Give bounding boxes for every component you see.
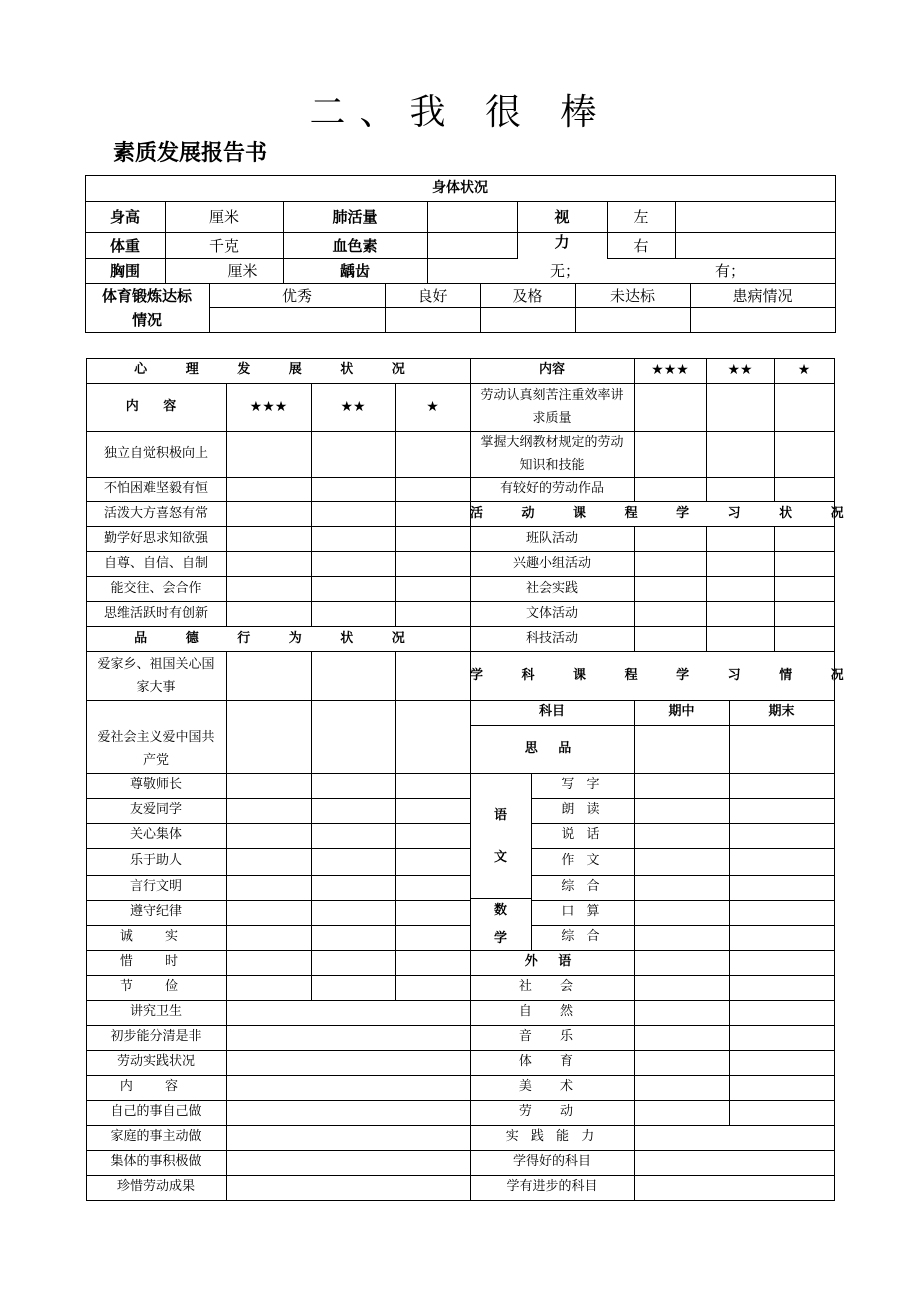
- cell-text: 龋齿: [339, 262, 370, 280]
- grid-line: [85, 283, 836, 284]
- grid-line: [470, 651, 835, 652]
- cell-text: 音 乐: [518, 1029, 586, 1045]
- grid-line: [86, 431, 471, 432]
- cell-text: 综 合: [561, 879, 604, 895]
- cell-text: 社会实践: [525, 581, 578, 597]
- grid-line: [634, 358, 635, 502]
- cell-text: 劳动认真刻苦注重效率讲求质量: [480, 388, 624, 426]
- cell-text: 综 合: [561, 929, 604, 945]
- cell-text: 勤学好思求知欲强: [103, 531, 208, 547]
- grid-line: [470, 1025, 835, 1026]
- grid-line: [86, 1050, 471, 1051]
- grid-line: [86, 823, 471, 824]
- grid-line: [86, 975, 471, 976]
- cell-text: 力: [554, 233, 570, 251]
- grid-line: [470, 1175, 835, 1176]
- grid-line: [470, 1100, 835, 1101]
- cell-text: 内 容: [125, 399, 187, 415]
- grid-line: [311, 383, 312, 627]
- grid-line: [531, 798, 835, 799]
- grid-line: [470, 700, 835, 701]
- grid-line: [86, 1025, 471, 1026]
- grid-line: [85, 201, 836, 202]
- cell-text: 实 践 能 力: [505, 1129, 599, 1145]
- grid-line: [86, 925, 471, 926]
- cell-text: 良好: [417, 287, 448, 305]
- grid-line: [209, 307, 836, 308]
- grid-line: [470, 501, 835, 502]
- grid-line: [531, 900, 835, 901]
- cell-text: 患病情况: [732, 287, 793, 305]
- grid-line: [470, 1150, 835, 1151]
- cell-text: 及格: [512, 287, 543, 305]
- grid-line: [470, 1125, 835, 1126]
- grid-line: [470, 773, 835, 774]
- grid-line: [531, 875, 835, 876]
- grid-line: [470, 1075, 835, 1076]
- cell-text: 友爱同学: [129, 802, 182, 818]
- cell-text: 言行文明: [129, 879, 182, 895]
- cell-text: 珍惜劳动成果: [116, 1179, 195, 1195]
- grid-line: [634, 700, 635, 1201]
- cell-text: 学: [493, 931, 507, 947]
- cell-text: 体育锻炼达标: [101, 287, 192, 305]
- cell-text: 讲究卫生: [129, 1004, 182, 1020]
- grid-line: [531, 848, 835, 849]
- grid-line: [86, 601, 471, 602]
- grid-line: [470, 551, 835, 552]
- cell-text: 班队活动: [525, 531, 578, 547]
- cell-text: 科技活动: [525, 631, 578, 647]
- cell-text: 关心集体: [129, 827, 182, 843]
- grid-line: [86, 950, 471, 951]
- cell-text: 学有进步的科目: [506, 1179, 598, 1195]
- cell-text: 外 语: [524, 954, 580, 970]
- cell-text: 爱社会主义爱中国共产党: [97, 730, 215, 768]
- cell-text: 文体活动: [525, 606, 578, 622]
- cell-text: 社 会: [518, 979, 586, 995]
- grid-line: [774, 358, 775, 502]
- grid-line: [226, 651, 227, 1201]
- grid-line: [395, 651, 396, 1001]
- cell-text: 家庭的事主动做: [110, 1129, 202, 1145]
- section-header: 品 德 行 为 状 况: [134, 631, 422, 647]
- grid-line: [86, 526, 471, 527]
- cell-text: 左: [633, 208, 649, 226]
- grid-line: [470, 898, 532, 899]
- cell-text: 有；: [714, 262, 745, 280]
- section-header: 心 理 发 展 状 况: [134, 362, 422, 378]
- cell-text: 活泼大方喜怒有常: [103, 506, 208, 522]
- grid-line: [86, 383, 471, 384]
- cell-text: 思维活跃时有创新: [103, 606, 208, 622]
- grid-line: [86, 477, 471, 478]
- section-header: 活 动 课 程 学 习 状 况: [470, 506, 861, 522]
- grid-line: [470, 725, 835, 726]
- cell-text: 身高: [109, 208, 140, 226]
- cell-text: 右: [633, 237, 649, 255]
- cell-text: 独立自觉积极向上: [103, 446, 208, 462]
- cell-text: 作 文: [561, 853, 604, 869]
- cell-text: 千克: [208, 237, 239, 255]
- grid-line: [86, 1000, 471, 1001]
- grid-line: [470, 1050, 835, 1051]
- grid-line: [470, 626, 835, 627]
- cell-text: ★: [797, 361, 811, 378]
- cell-text: 劳动实践状况: [116, 1054, 195, 1070]
- grid-line: [729, 700, 730, 1126]
- cell-text: 内 容: [119, 1079, 193, 1095]
- grid-line: [86, 651, 471, 652]
- grid-line: [86, 1150, 471, 1151]
- cell-text: 遵守纪律: [129, 904, 182, 920]
- cell-text: 诚 实: [119, 929, 193, 945]
- cell-text: 血色素: [332, 237, 378, 255]
- cell-text: 美 术: [518, 1079, 586, 1095]
- grid-line: [470, 950, 835, 951]
- grid-line: [226, 383, 227, 627]
- section-header: 学 科 课 程 学 习 情 况: [470, 668, 861, 684]
- cell-text: 未达标: [609, 287, 655, 305]
- grid-line: [531, 925, 835, 926]
- grid-line: [86, 773, 471, 774]
- cell-text: 科目: [538, 704, 565, 720]
- cell-text: ★★: [727, 361, 753, 378]
- grid-line: [86, 1175, 471, 1176]
- grid-line: [86, 700, 471, 701]
- cell-text: 优秀: [281, 287, 312, 305]
- cell-text: 内容: [538, 362, 565, 378]
- cell-text: 情况: [131, 311, 162, 329]
- cell-text: ★★★: [249, 398, 288, 415]
- cell-text: 尊敬师长: [129, 777, 182, 793]
- cell-text: 乐于助人: [129, 853, 182, 869]
- cell-text: 掌握大纲教材规定的劳动知识和技能: [480, 435, 624, 473]
- grid-line: [634, 526, 635, 652]
- grid-line: [86, 1075, 471, 1076]
- cell-text: 自尊、自信、自制: [103, 556, 208, 572]
- report-subtitle: 素质发展报告书: [113, 141, 268, 166]
- cell-text: 朗 读: [561, 802, 604, 818]
- cell-text: 说 话: [561, 827, 604, 843]
- cell-text: 兴趣小组活动: [512, 556, 591, 572]
- grid-line: [531, 823, 835, 824]
- grid-line: [85, 232, 836, 233]
- cell-text: 体重: [109, 237, 140, 255]
- cell-text: 爱家乡、祖国关心国家大事: [97, 657, 215, 695]
- grid-line: [395, 383, 396, 627]
- cell-text: 初步能分清是非: [110, 1029, 202, 1045]
- grid-line: [86, 848, 471, 849]
- cell-text: 集体的事积极做: [110, 1154, 202, 1170]
- cell-text: 期末: [768, 704, 795, 720]
- grid-line: [85, 258, 518, 259]
- cell-text: 写 字: [561, 777, 604, 793]
- cell-text: 厘米: [227, 262, 258, 280]
- cell-text: 厘米: [208, 208, 239, 226]
- cell-text: 自 然: [518, 1004, 586, 1020]
- cell-text: 文: [493, 850, 507, 866]
- grid-line: [86, 501, 471, 502]
- grid-line: [311, 651, 312, 1001]
- cell-text: 视: [554, 208, 570, 226]
- grid-line: [607, 258, 836, 259]
- page-title: 二、我 很 棒: [309, 92, 611, 133]
- cell-text: 惜 时: [119, 954, 193, 970]
- cell-text: 有较好的劳动作品: [499, 481, 604, 497]
- grid-line: [86, 1100, 471, 1101]
- cell-text: 自己的事自己做: [110, 1104, 202, 1120]
- grid-line: [675, 201, 676, 259]
- cell-text: 口 算: [561, 904, 604, 920]
- section-header: 身体状况: [432, 179, 488, 196]
- cell-text: 劳 动: [518, 1104, 586, 1120]
- cell-text: 思 品: [524, 741, 580, 757]
- cell-text: 能交往、会合作: [110, 581, 202, 597]
- grid-line: [427, 201, 428, 284]
- grid-line: [470, 1000, 835, 1001]
- cell-text: ★★★: [651, 361, 689, 378]
- cell-text: 无；: [549, 262, 580, 280]
- cell-text: 期中: [668, 704, 695, 720]
- grid-line: [86, 1125, 471, 1126]
- grid-line: [86, 626, 471, 627]
- grid-line: [706, 526, 707, 652]
- grid-line: [86, 900, 471, 901]
- grid-line: [86, 875, 471, 876]
- cell-text: 学得好的科目: [512, 1154, 591, 1170]
- grid-line: [706, 358, 707, 502]
- grid-line: [470, 477, 835, 478]
- cell-text: 肺活量: [332, 208, 378, 226]
- grid-line: [470, 526, 835, 527]
- cell-text: ★: [426, 398, 439, 415]
- cell-text: ★★: [340, 398, 366, 415]
- grid-line: [86, 798, 471, 799]
- cell-text: 不怕困难坚毅有恒: [103, 481, 208, 497]
- cell-text: 节 俭: [119, 979, 193, 995]
- grid-line: [470, 975, 835, 976]
- grid-line: [774, 526, 775, 652]
- cell-text: 数: [493, 903, 507, 919]
- cell-text: 胸围: [109, 262, 140, 280]
- grid-line: [86, 551, 471, 552]
- cell-text: 语: [493, 808, 507, 824]
- grid-line: [470, 601, 835, 602]
- cell-text: 体 育: [518, 1054, 586, 1070]
- grid-line: [86, 576, 471, 577]
- grid-line: [470, 576, 835, 577]
